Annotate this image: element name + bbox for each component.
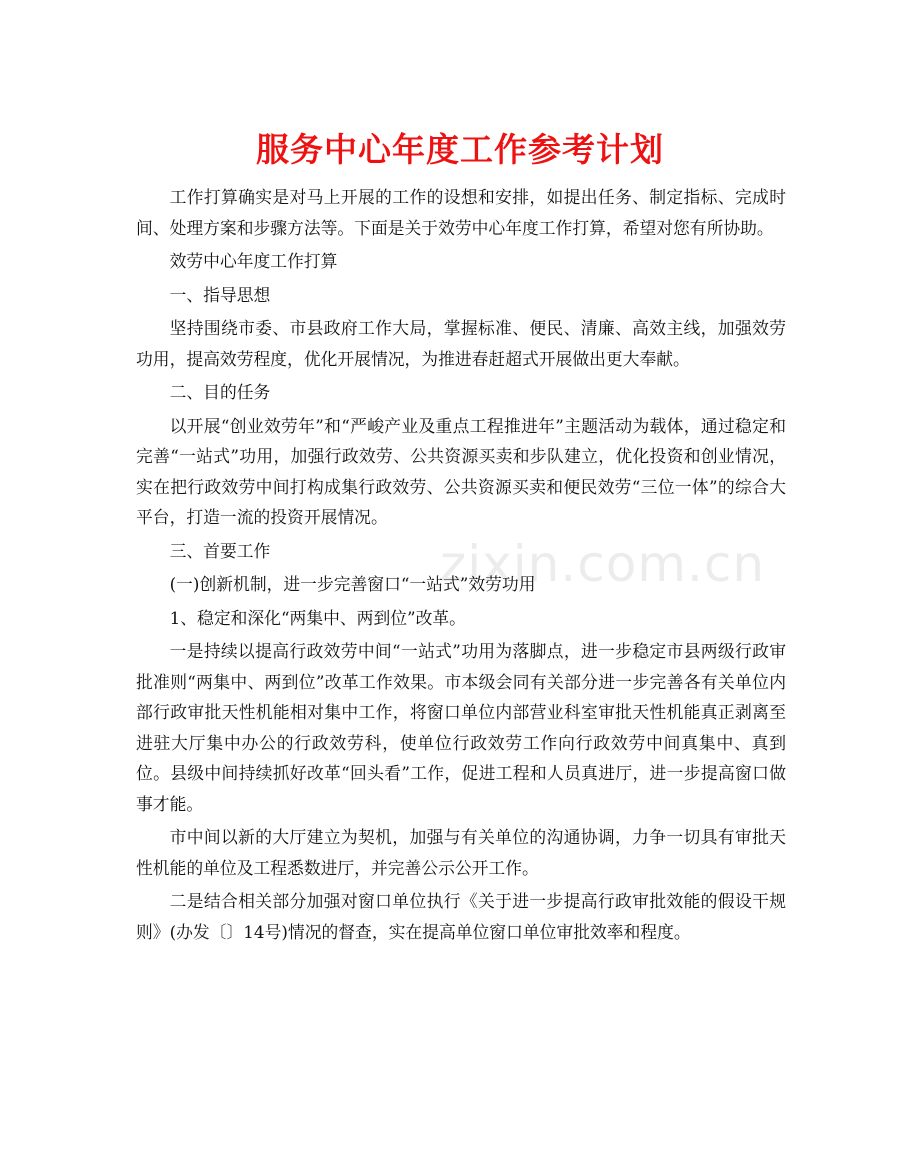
paragraph-item-2: 二是结合相关部分加强对窗口单位执行《关于进一步提高行政审批效能的假设干规则》(办发〔〕14号)情况的督查，实在提高单位窗口单位审批效率和程度。 — [136, 891, 786, 942]
paragraph-subtitle: 效劳中心年度工作打算 — [169, 251, 338, 271]
heading-guiding-thought: 一、指导思想 — [169, 284, 271, 305]
document-title: 服务中心年度工作参考计划 — [256, 130, 664, 169]
paragraph-intro: 工作打算确实是对马上开展的工作的设想和安排，如提出任务、制定指标、完成时间、处理方案和步骤方法等。下面是关于效劳中心年度工作打算，希望对您有所协助。 — [136, 187, 786, 238]
heading-item-1: 1、稳定和深化“两集中、两到位”改革。 — [169, 607, 466, 628]
heading-innovation: (一)创新机制，进一步完善窗口“一站式”效劳功用 — [169, 574, 536, 594]
paragraph-item-1-a: 一是持续以提高行政效劳中间“一站式”功用为落脚点，进一步稳定市县两级行政审批准则“两集中、两到位”改革工作效果。市本级会同有关部分进一步完善各有关单位内部行政审批天性机能相对集中工作，将窗口单位内部营业科室审批天性机能真正剥离至进驻大厅集中办公的行政效劳科，使单位行政效劳工作向行政效劳中间真集中、真到位。县级中间持续抓好改革“回头看”工作，促进工程和人员真进厅，进一步提高窗口做事才能。 — [136, 641, 786, 814]
paragraph-goals: 以开展“创业效劳年”和“严峻产业及重点工程推进年”主题活动为载体，通过稳定和完善“一站式”功用，加强行政效劳、公共资源买卖和步队建立，优化投资和创业情况，实在把行政效劳中间打构成集行政效劳、公共资源买卖和便民效劳“三位一体”的综合大平台，打造一流的投资开展情况。 — [136, 415, 786, 527]
paragraph-guiding-thought: 坚持围绕市委、市县政府工作大局，掌握标准、便民、清廉、高效主线，加强效劳功用，提高效劳程度，优化开展情况，为推进春赶超式开展做出更大奉献。 — [136, 318, 786, 369]
heading-goals: 二、目的任务 — [169, 382, 271, 402]
heading-main-work: 三、首要工作 — [169, 540, 271, 561]
watermark: zixin.com.cn — [440, 535, 766, 593]
paragraph-item-1-b: 市中间以新的大厅建立为契机，加强与有关单位的沟通协调，力争一切具有审批天性机能的单位及工程悉数进厅，并完善公示公开工作。 — [136, 827, 786, 878]
document-body — [136, 182, 786, 950]
